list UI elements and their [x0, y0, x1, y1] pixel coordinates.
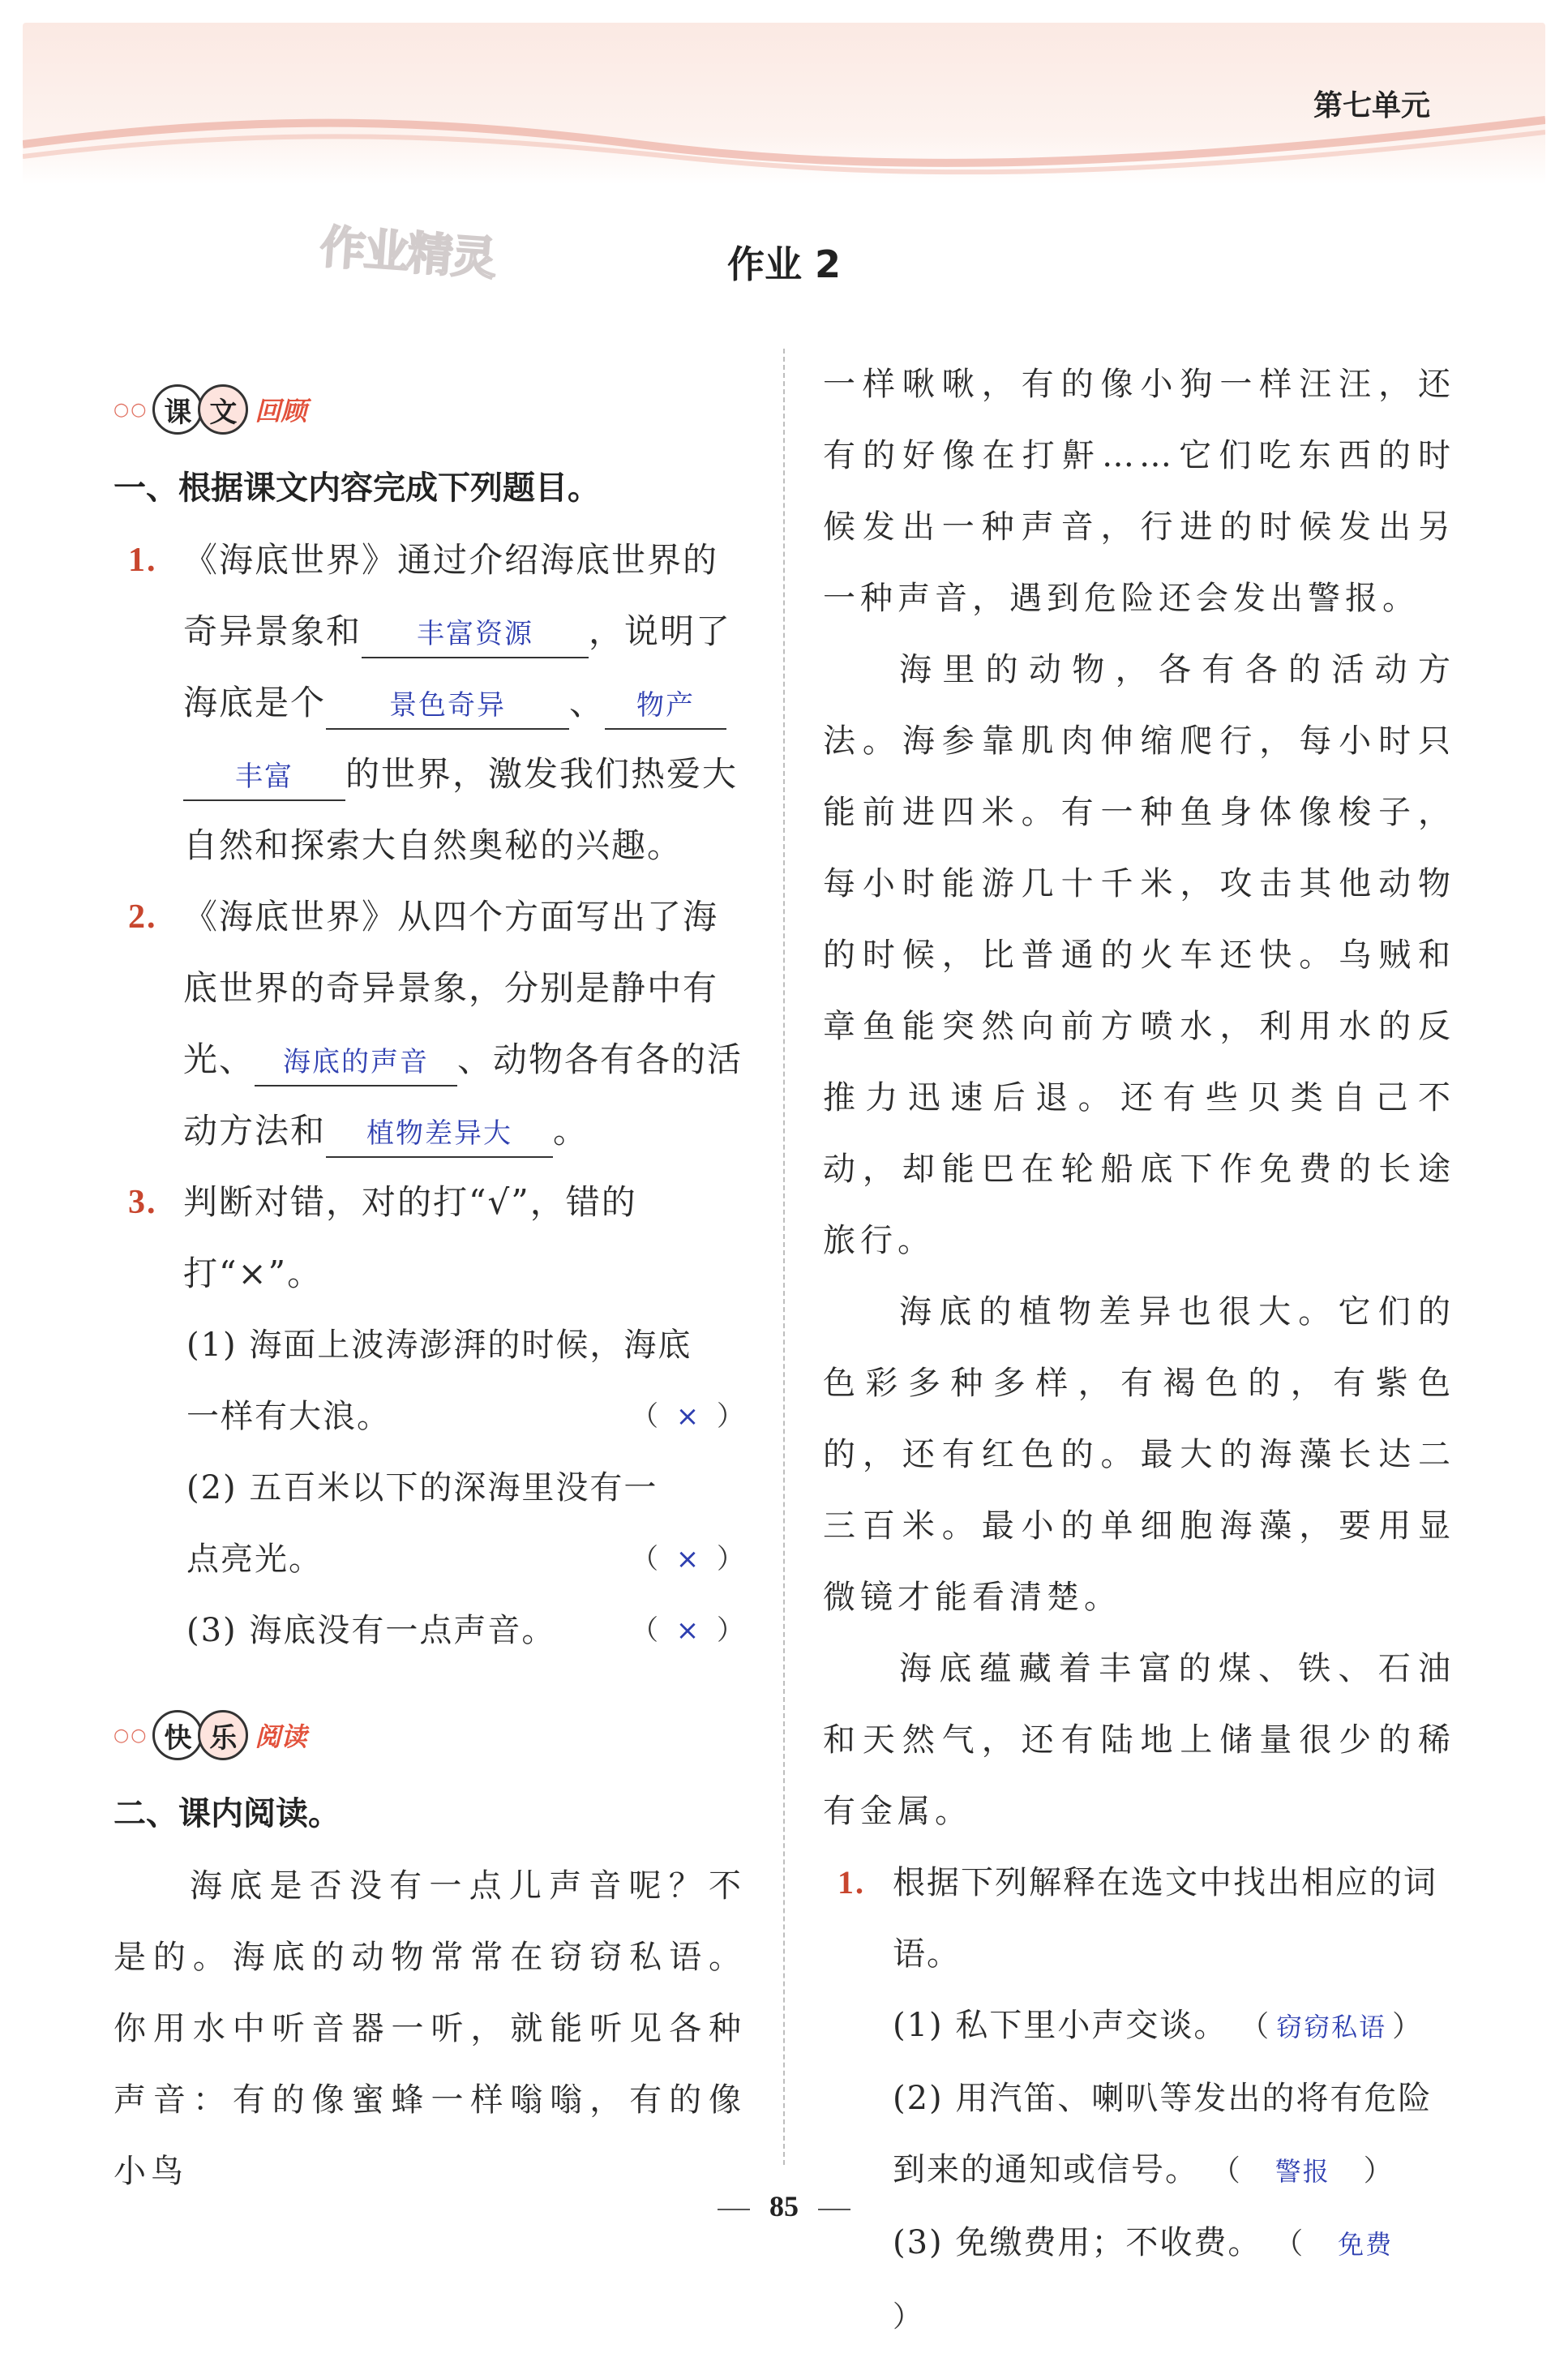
- question-text: 、: [569, 683, 606, 722]
- watermark-logo: 作业精灵: [318, 221, 497, 286]
- question-number: 3.: [128, 1184, 157, 1221]
- judge-answer: （ × ）: [631, 1524, 746, 1595]
- judge-answer: （ × ）: [631, 1595, 746, 1666]
- dots-decoration: ○○: [114, 1725, 148, 1746]
- section-badge-reading: [114, 1707, 746, 1764]
- question-text: 。: [553, 1111, 589, 1151]
- badge-char: 课: [152, 384, 203, 435]
- vocab-item: [823, 2063, 1455, 2207]
- vocab-item: [823, 2207, 1455, 2353]
- badge-char: 快: [152, 1710, 203, 1760]
- passage-paragraph: 一样啾啾，有的像小狗一样汪汪，还有的好像在打鼾……它们吃东西的时候发出一种声音，行进的时候发出另一种声音，遇到危险还会发出警报。: [823, 366, 1455, 617]
- dots-decoration: ○○: [114, 399, 148, 420]
- vocab-answer: （ 窃窃私语 ）: [1240, 2010, 1423, 2043]
- vocab-answer-text: 警报: [1275, 2156, 1330, 2187]
- vocab-answer: （ 警报 ）: [1211, 2154, 1394, 2188]
- question-number: 1.: [128, 542, 157, 579]
- badge-tail: 回顾: [255, 396, 307, 426]
- question-text: ，说明了海底是个: [183, 611, 732, 722]
- section-badge-review: [114, 381, 746, 438]
- badge-char: 乐: [198, 1710, 248, 1760]
- judge-text: 点亮光。: [186, 1541, 323, 1578]
- question-3: [114, 1167, 746, 1309]
- question-text: 的世界，激发我们热爱大自然和探索大自然奥秘的兴趣。: [183, 754, 739, 865]
- question-text: 、动物各有各的活动方法和: [183, 1039, 743, 1151]
- question-1: [114, 525, 746, 881]
- judge-item: [114, 1309, 746, 1452]
- vocab-answer-text: 窃窃私语: [1276, 2012, 1387, 2042]
- vocab-item: [823, 1990, 1455, 2063]
- page-number-dash: [818, 2209, 850, 2210]
- section-heading: 二、课内阅读。: [114, 1795, 341, 1832]
- section-heading: 一、根据课文内容完成下列题目。: [114, 469, 600, 507]
- judge-mark: ×: [675, 1400, 701, 1433]
- page-number-dash: [718, 2209, 750, 2210]
- right-column: [823, 349, 1455, 2353]
- unit-label: 第七单元: [1313, 89, 1430, 122]
- judge-text: (3) 海底没有一点声音。: [186, 1612, 556, 1649]
- answer-blank: 丰富: [183, 754, 345, 801]
- question-number: 2.: [128, 898, 157, 936]
- reading-question-1: [823, 1847, 1455, 1990]
- passage-paragraph: 海底的植物差异也很大。它们的色彩多种多样，有褐色的，有紫色的，还有红色的。最大的海藻长达二三百米。最小的单细胞海藻，要用显微镜才能看清楚。: [823, 1293, 1455, 1616]
- vocab-answer-text: 免费: [1338, 2229, 1394, 2260]
- judge-item: [114, 1452, 746, 1595]
- page-title: 作业 2: [726, 242, 842, 286]
- question-2: [114, 881, 746, 1167]
- answer-blank: 景色奇异: [326, 683, 569, 730]
- answer-blank: 海底的声音: [255, 1039, 457, 1086]
- judge-text: (2) 五百米以下的深海里没有一: [186, 1469, 658, 1507]
- judge-mark: ×: [675, 1543, 701, 1575]
- badge-char: 文: [198, 384, 248, 435]
- judge-answer: （ × ）: [631, 1381, 746, 1452]
- column-divider: [783, 349, 785, 2165]
- judge-mark: ×: [675, 1614, 701, 1647]
- passage-paragraph: 海底蕴藏着丰富的煤、铁、石油和天然气，还有陆地上储量很少的稀有金属。: [823, 1650, 1455, 1830]
- vocab-text: (2) 用汽笛、喇叭等发出的将有危险到来的通知或信号。: [893, 2080, 1433, 2188]
- page-number: [0, 2189, 1568, 2223]
- judge-text: 一样有大浪。: [186, 1398, 391, 1435]
- passage-paragraph: 海里的动物，各有各的活动方法。海参靠肌肉伸缩爬行，每小时只能前进四米。有一种鱼身体像梭子，每小时能游几十千米，攻击其他动物的时候，比普通的火车还快。乌贼和章鱼能突然向前方喷水，利用水的反推力迅速后退。还有些贝类自己不动，却能巴在轮船底下作免费的长途旅行。: [823, 651, 1455, 1259]
- judge-item: [114, 1595, 746, 1666]
- passage-paragraph: 海底是否没有一点儿声音呢？不是的。海底的动物常常在窃窃私语。你用水中听音器一听，就能听见各种声音：有的像蜜蜂一样嗡嗡，有的像小鸟: [114, 1867, 746, 2190]
- vocab-text: (1) 私下里小声交谈。: [893, 2007, 1228, 2044]
- vocab-text: (3) 免缴费用；不收费。: [893, 2224, 1262, 2261]
- left-column: [114, 349, 746, 2207]
- answer-blank: 丰富资源: [362, 611, 589, 658]
- page-number-text: 85: [769, 2190, 799, 2222]
- vocab-answer: （ 免费）: [893, 2227, 1426, 2334]
- question-text: 《海底世界》从四个方面写出了海底世界的奇异景象，分别是静中有光、: [183, 897, 719, 1079]
- badge-tail: 阅读: [255, 1721, 307, 1752]
- question-text: 判断对错，对的打“√”，错的打“×”。: [183, 1182, 637, 1293]
- answer-blank: 物产: [605, 683, 726, 730]
- answer-blank: 植物差异大: [326, 1111, 553, 1158]
- judge-text: (1) 海面上波涛澎湃的时候，海底: [186, 1327, 692, 1364]
- question-text: 根据下列解释在选文中找出相应的词语。: [893, 1864, 1437, 1973]
- question-number: 1.: [838, 1864, 865, 1901]
- question-text: 《海底世界》通过介绍海底世界的奇异景象和: [183, 540, 719, 651]
